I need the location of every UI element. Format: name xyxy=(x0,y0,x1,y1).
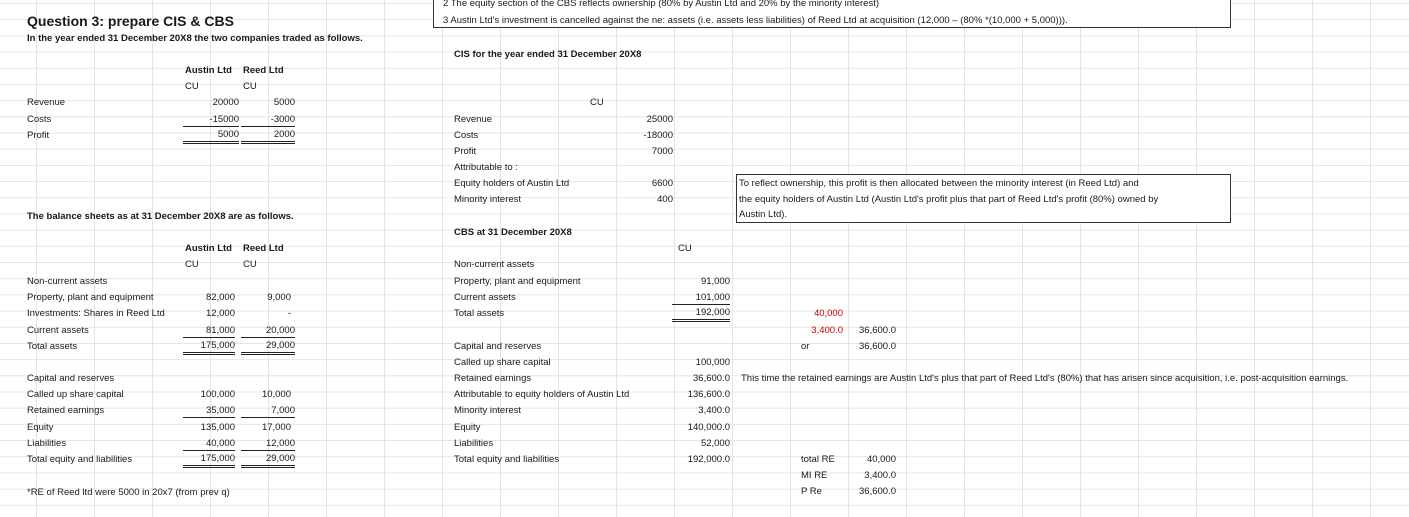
trade-reed-costs: -3000 xyxy=(241,114,295,127)
calc-result: 36,600.0 xyxy=(859,325,896,336)
bs-label: Current assets xyxy=(27,325,89,336)
bs-label: Property, plant and equipment xyxy=(27,292,154,303)
bs-reed-value: 29,000 xyxy=(241,453,295,468)
cis-note-line: the equity holders of Austin Ltd (Austin Ltd's profit plus that part of Reed Ltd's profit (80%) owned by xyxy=(739,194,1159,205)
cis-value: 6600 xyxy=(651,178,673,189)
cbs-value: 140,000.0 xyxy=(687,422,730,433)
cis-label: Costs xyxy=(454,130,479,141)
cbs-label: Equity xyxy=(454,422,481,433)
trade-label-costs: Costs xyxy=(27,114,52,125)
trade-label-profit: Profit xyxy=(27,130,50,141)
cis-label: Attributable to : xyxy=(454,162,518,173)
trade-austin-profit: 5000 xyxy=(183,129,239,144)
cbs-value: 100,000 xyxy=(695,357,730,368)
cis-value: 25000 xyxy=(646,114,673,125)
bs-reed-value: 12,000 xyxy=(241,438,295,451)
cbs-label: Capital and reserves xyxy=(454,341,542,352)
summary-label: MI RE xyxy=(801,470,828,481)
trade-austin-revenue: 20000 xyxy=(212,97,239,108)
bs-austin-value: 35,000 xyxy=(183,405,235,418)
note-2: 2 The equity section of the CBS reflects ownership (80% by Austin Ltd and 20% by the minority interest) xyxy=(443,0,879,9)
cbs-label: Called up share capital xyxy=(454,357,551,368)
cbs-label: Attributable to equity holders of Austin Ltd xyxy=(454,389,630,400)
cbs-label: Non-current assets xyxy=(454,259,535,270)
trade-cu-austin: CU xyxy=(185,81,199,92)
cbs-value: 36,600.0 xyxy=(693,373,730,384)
bs-label: Liabilities xyxy=(27,438,67,449)
cis-label: Minority interest xyxy=(454,194,522,205)
bs-label: Called up share capital xyxy=(27,389,124,400)
summary-value: 40,000 xyxy=(866,454,896,465)
bs-austin-value: 40,000 xyxy=(183,438,235,451)
cbs-value: 136,600.0 xyxy=(687,389,730,400)
trade-reed-profit: 2000 xyxy=(241,129,295,144)
bs-label: Retained earnings xyxy=(27,405,105,416)
summary-label: total RE xyxy=(801,454,835,465)
bs-reed-value: 9,000 xyxy=(267,292,291,303)
page-title: Question 3: prepare CIS & CBS xyxy=(27,13,234,29)
bs-label: Total assets xyxy=(27,341,78,352)
trade-reed-revenue: 5000 xyxy=(273,97,295,108)
cis-title: CIS for the year ended 31 December 20X8 xyxy=(454,49,642,60)
calc-result-alt: 36,600.0 xyxy=(859,341,896,352)
cbs-value: 3,400.0 xyxy=(698,405,730,416)
cbs-label: Current assets xyxy=(454,292,516,303)
bs-reed-value: 20,000 xyxy=(241,325,295,338)
cis-label: Profit xyxy=(454,146,477,157)
cbs-title: CBS at 31 December 20X8 xyxy=(454,227,572,238)
cbs-label: Minority interest xyxy=(454,405,522,416)
summary-value: 3,400.0 xyxy=(864,470,896,481)
cis-value: 7000 xyxy=(651,146,673,157)
bs-austin-value: 81,000 xyxy=(183,325,235,338)
bs-cu-austin: CU xyxy=(185,259,199,270)
cis-cu: CU xyxy=(590,97,604,108)
trade-austin-costs: -15000 xyxy=(183,114,239,127)
bs-label: Non-current assets xyxy=(27,276,108,287)
cis-label: Revenue xyxy=(454,114,493,125)
cbs-cu: CU xyxy=(678,243,692,254)
notes-box xyxy=(433,0,1231,28)
calc-red-mi: 3,400.0 xyxy=(811,325,843,336)
bs-label: Capital and reserves xyxy=(27,373,115,384)
cis-label: Equity holders of Austin Ltd xyxy=(454,178,570,189)
cbs-re-note: This time the retained earnings are Austin Ltd's plus that part of Reed Ltd's (80%) that has arisen since acquisition, i.e. post-acquisition earnings. xyxy=(741,373,1349,384)
trade-col-reed: Reed Ltd xyxy=(243,65,284,76)
cbs-label: Total equity and liabilities xyxy=(454,454,560,465)
cbs-value: 52,000 xyxy=(700,438,730,449)
note-3: 3 Austin Ltd's investment is cancelled against the ne: assets (i.e. assets less liabilities) of Reed Ltd at acquisition (12,000 – (80% *(10,000 + 5,000))). xyxy=(443,15,1068,26)
bs-label: Equity xyxy=(27,422,54,433)
cis-note-box xyxy=(736,174,1231,223)
bs-label: Total equity and liabilities xyxy=(27,454,133,465)
bs-col-austin: Austin Ltd xyxy=(185,243,232,254)
cis-value: -18000 xyxy=(643,130,673,141)
cbs-label: Total assets xyxy=(454,308,505,319)
cis-note-line: Austin Ltd). xyxy=(739,209,788,220)
trade-col-austin: Austin Ltd xyxy=(185,65,232,76)
cbs-value: 192,000.0 xyxy=(687,454,730,465)
cbs-label: Property, plant and equipment xyxy=(454,276,581,287)
bs-reed-value: 10,000 xyxy=(261,389,291,400)
trade-cu-reed: CU xyxy=(243,81,257,92)
bs-reed-value: 29,000 xyxy=(241,340,295,355)
bs-reed-value: 7,000 xyxy=(241,405,295,418)
bs-cu-reed: CU xyxy=(243,259,257,270)
footnote: *RE of Reed ltd were 5000 in 20x7 (from prev q) xyxy=(27,487,230,498)
calc-red-total: 40,000 xyxy=(813,308,843,319)
cbs-value: 192,000 xyxy=(672,307,730,322)
bs-austin-value: 100,000 xyxy=(200,389,235,400)
bs-col-reed: Reed Ltd xyxy=(243,243,284,254)
bs-austin-value: 12,000 xyxy=(205,308,235,319)
bs-austin-value: 175,000 xyxy=(183,453,235,468)
bs-austin-value: 82,000 xyxy=(205,292,235,303)
bs-reed-value: - xyxy=(287,308,291,319)
cbs-label: Liabilities xyxy=(454,438,494,449)
cis-value: 400 xyxy=(657,194,673,205)
trade-label-revenue: Revenue xyxy=(27,97,66,108)
summary-value: 36,600.0 xyxy=(859,486,896,497)
bs-reed-value: 17,000 xyxy=(261,422,291,433)
calc-or: or xyxy=(801,341,810,352)
bs-label: Investments: Shares in Reed Ltd xyxy=(27,308,165,319)
cbs-value: 101,000 xyxy=(672,292,730,305)
cbs-label: Retained earnings xyxy=(454,373,532,384)
summary-label: P Re xyxy=(801,486,822,497)
bs-intro: The balance sheets as at 31 December 20X8 are as follows. xyxy=(27,211,294,222)
bs-austin-value: 175,000 xyxy=(183,340,235,355)
cbs-value: 91,000 xyxy=(700,276,730,287)
bs-austin-value: 135,000 xyxy=(200,422,235,433)
cis-note-line: To reflect ownership, this profit is then allocated between the minority interest (in Reed Ltd) and xyxy=(739,178,1139,189)
intro-text: In the year ended 31 December 20X8 the two companies traded as follows. xyxy=(27,33,363,44)
